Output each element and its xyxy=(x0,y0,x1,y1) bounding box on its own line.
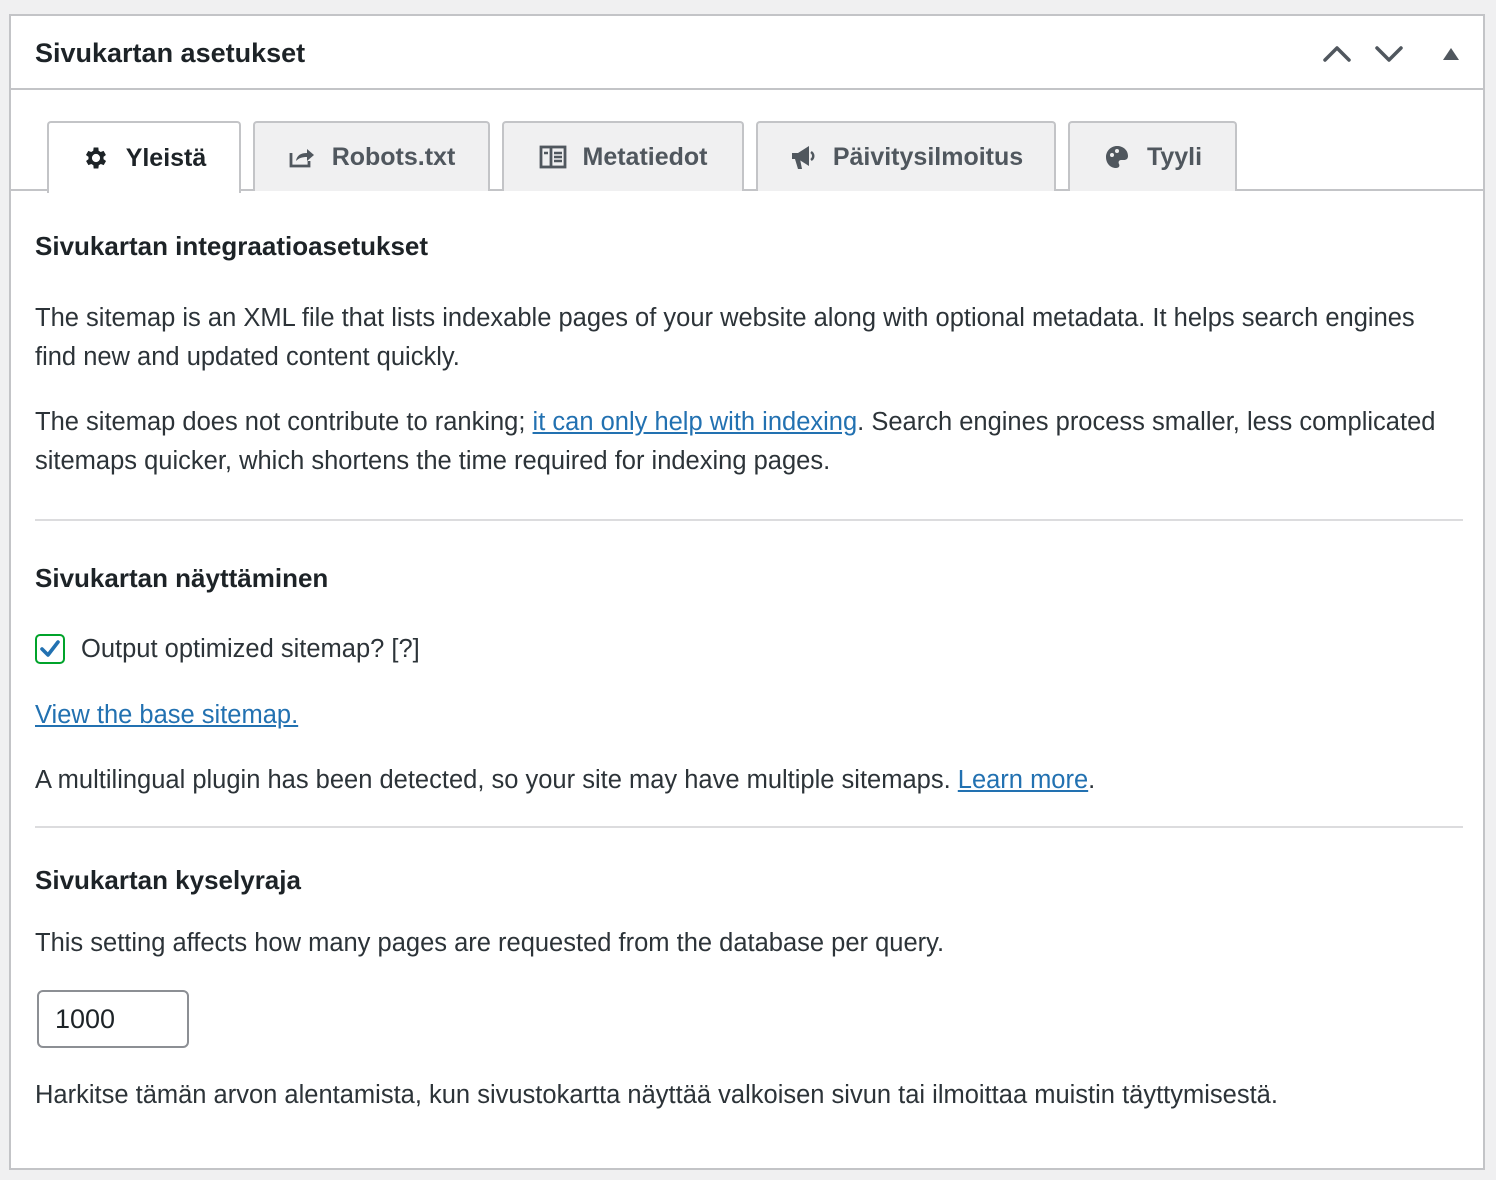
settings-tabs xyxy=(11,90,1483,191)
optimized-sitemap-checkbox[interactable] xyxy=(35,634,65,664)
toggle-panel-button[interactable] xyxy=(1431,34,1471,74)
ranking-text-end: . Search engines process smaller, less complicated sitemaps quicker, which shortens the time required for indexing pages. xyxy=(35,408,1436,475)
tab-label: Robots.txt xyxy=(331,142,456,171)
checkmark-icon xyxy=(39,639,61,659)
columns-icon xyxy=(539,144,567,170)
query-limit-description: This setting affects how many pages are requested from the database per query. xyxy=(35,929,945,957)
move-down-button[interactable] xyxy=(1369,34,1409,74)
gear-icon xyxy=(82,144,110,172)
integration-heading: Sivukartan integraatioasetukset xyxy=(35,231,429,261)
triangle-up-icon xyxy=(1442,47,1460,61)
megaphone-icon xyxy=(789,143,817,171)
integration-description: The sitemap is an XML file that lists indexable pages of your website along with optional metadata. It helps search engines find new and updated content quickly. xyxy=(35,304,1415,371)
view-base-sitemap-link[interactable]: View the base sitemap. xyxy=(35,701,299,729)
share-icon xyxy=(288,145,316,169)
move-up-button[interactable] xyxy=(1317,34,1357,74)
query-limit-hint: Harkitse tämän arvon alentamista, kun sivustokartta näyttää valkoisen sivun tai ilmoittaa muistin täyttymisestä. xyxy=(35,1081,1278,1109)
section-divider xyxy=(35,826,1463,828)
chevron-up-icon xyxy=(1322,44,1352,64)
optimized-sitemap-option[interactable] xyxy=(35,634,420,664)
tab-label: Metatiedot xyxy=(582,142,708,171)
query-limit-input[interactable] xyxy=(37,990,189,1048)
query-limit-heading: Sivukartan kyselyraja xyxy=(35,865,301,895)
integration-ranking-note xyxy=(35,403,1455,481)
tab-robots-txt[interactable] xyxy=(253,121,490,191)
tab-label: Tyyli xyxy=(1146,142,1203,171)
multilingual-period: . xyxy=(1088,766,1096,794)
tab-label: Yleistä xyxy=(125,143,207,172)
display-heading: Sivukartan näyttäminen xyxy=(35,563,329,593)
ranking-text-start: The sitemap does not contribute to ranking; xyxy=(35,408,533,436)
tab-tyyli[interactable] xyxy=(1068,121,1237,191)
tab-paivitysilmoitus[interactable] xyxy=(756,121,1056,191)
indexing-help-link[interactable]: it can only help with indexing xyxy=(532,408,858,436)
tab-label: Päivitysilmoitus xyxy=(832,142,1024,171)
section-divider xyxy=(35,519,1463,521)
panel-title: Sivukartan asetukset xyxy=(35,38,306,68)
panel-header xyxy=(11,16,1483,90)
multilingual-text: A multilingual plugin has been detected, so your site may have multiple sitemaps. xyxy=(35,766,958,794)
art-icon xyxy=(1103,143,1131,171)
sitemap-settings-panel xyxy=(9,14,1485,1170)
checkbox-label: Output optimized sitemap? [?] xyxy=(81,634,420,663)
tab-yleista[interactable] xyxy=(47,121,241,193)
multilingual-notice xyxy=(35,761,1455,800)
chevron-down-icon xyxy=(1374,44,1404,64)
tab-metatiedot[interactable] xyxy=(502,121,744,191)
learn-more-link[interactable]: Learn more xyxy=(957,766,1089,794)
